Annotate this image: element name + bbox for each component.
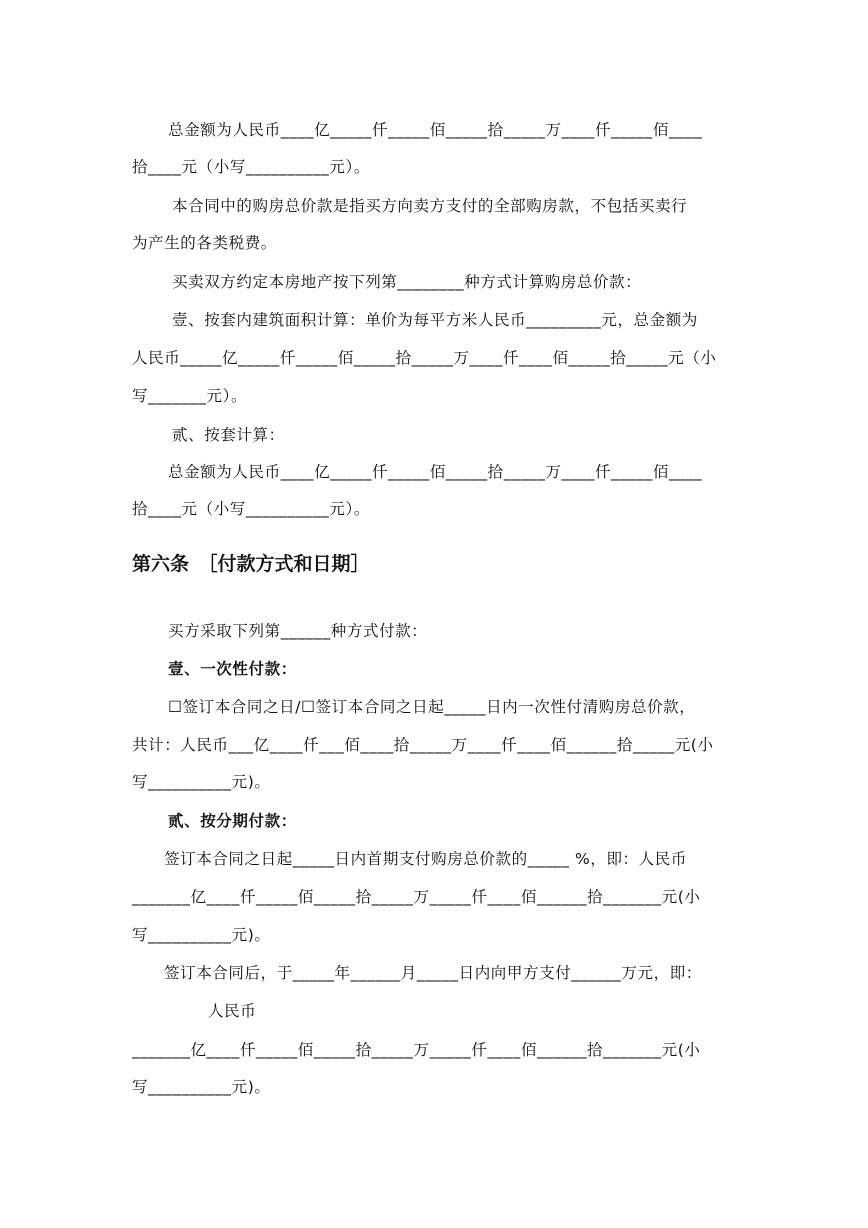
text-line: 为产生的各类税费。 [132,234,277,252]
text-line: 人民币_____亿_____仟_____佰_____拾_____万____仟____佰_____拾_____元（小 [132,349,717,367]
text-line: 拾____元（小写__________元）。 [132,158,370,176]
text-line: 签订本合同后，于_____年______月_____日内向甲方支付______万元，即： [164,964,702,982]
text-line: _______亿____仟_____佰_____拾_____万_____仟____佰______拾_______元(小 [132,1041,701,1059]
text-line: 写_______元）。 [132,387,248,405]
text-line: ☐签订本合同之日/☐签订本合同之日起_____日内一次性付清购房总价款， [168,698,696,716]
text-line: 贰、按分期付款： [168,812,297,830]
text-line: 写__________元)。 [132,1078,271,1096]
text-line: 本合同中的购房总价款是指买方向卖方支付的全部购房款，不包括买卖行 [172,197,688,215]
text-line: 人民币 [208,1002,257,1020]
text-line: 壹、一次性付款： [168,660,297,678]
text-line: 共计：人民币___亿____仟___佰____拾_____万____仟____佰______拾_____元(小 [132,736,714,754]
article-6-heading: 第六条 ［付款方式和日期］ [132,553,370,575]
text-line: 总金额为人民币____亿_____仟_____佰_____拾_____万____仟_____佰____ [168,463,703,481]
text-line: 买方采取下列第______种方式付款： [168,622,428,640]
text-line: 写__________元)。 [132,926,271,944]
text-line: _______亿____仟_____佰_____拾_____万_____仟____佰______拾_______元(小 [132,888,701,906]
text-line: 签订本合同之日起_____日内首期支付购房总价款的_____ %，即：人民币 [164,850,687,868]
text-line: 拾____元（小写__________元）。 [132,500,370,518]
text-line: 买卖双方约定本房地产按下列第________种方式计算购房总价款： [172,273,642,291]
text-line: 总金额为人民币____亿_____仟_____佰_____拾_____万____仟_____佰____ [168,121,703,139]
text-line: 贰、按套计算： [172,426,285,444]
text-line: 写__________元)。 [132,773,271,791]
text-line: 壹、按套内建筑面积计算：单价为每平方米人民币_________元，总金额为 [172,311,698,329]
